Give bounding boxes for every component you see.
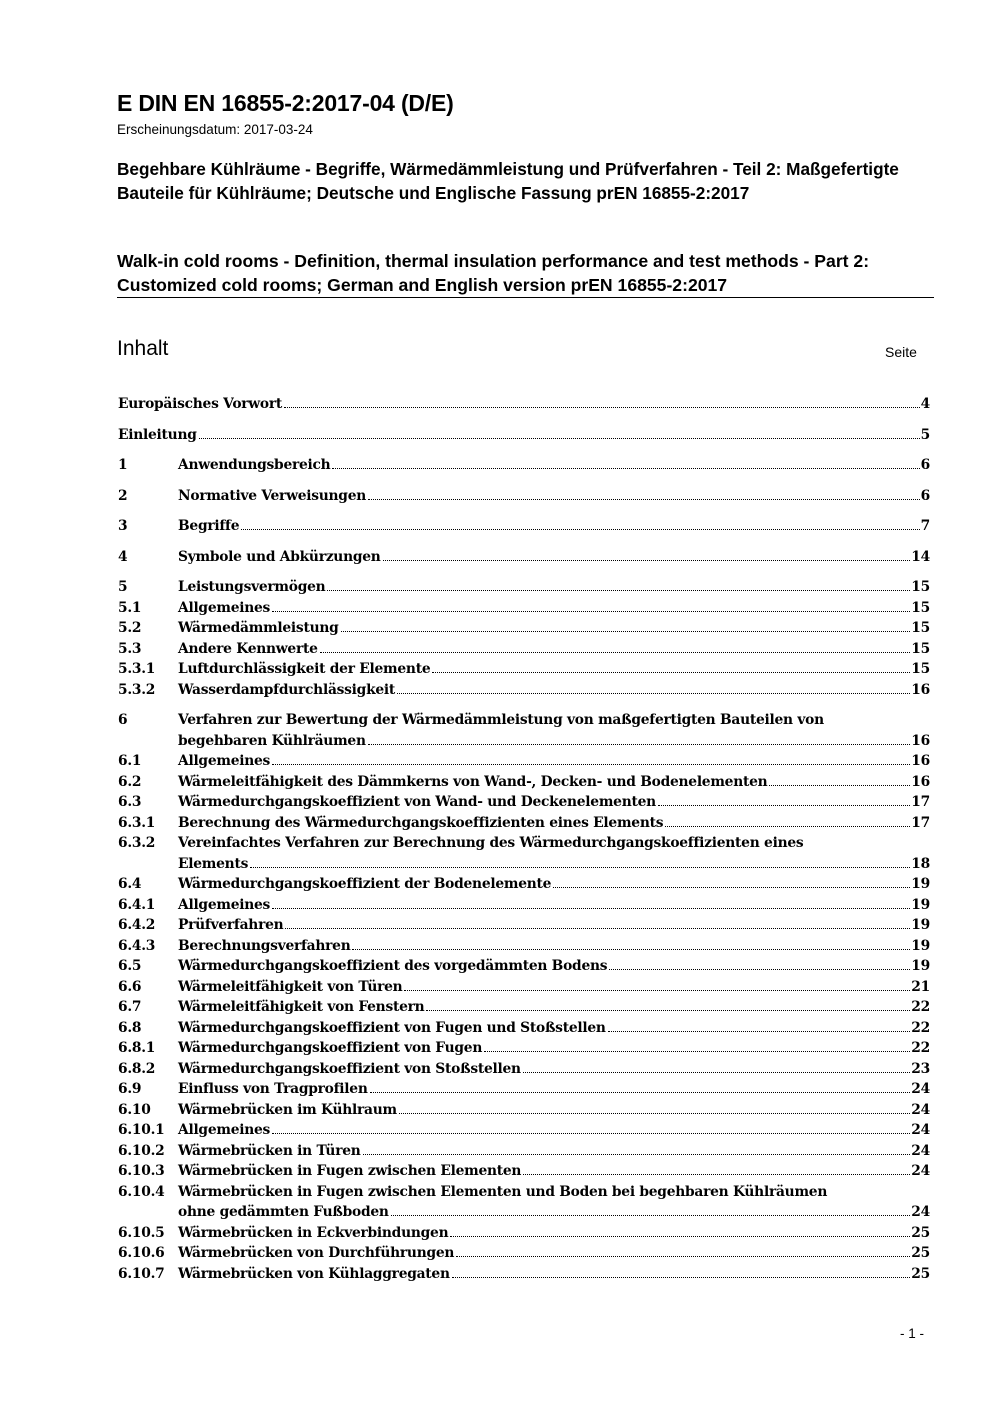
toc-entry-page: 18 — [911, 855, 930, 872]
toc-heading: Inhalt — [117, 337, 169, 360]
toc-dot-leader — [769, 785, 910, 786]
toc-entry[interactable] — [118, 772, 930, 793]
toc-entry[interactable] — [118, 680, 930, 701]
toc-dot-leader — [272, 764, 910, 765]
toc-entry-number: 6.10.3 — [118, 1163, 165, 1179]
toc-entry-number: 6.5 — [118, 958, 142, 974]
toc-entry-title-line: Vereinfachtes Verfahren zur Berechnung des Wärmedurchgangskoeffizienten eines — [178, 835, 804, 851]
toc-dot-leader — [523, 1072, 911, 1073]
table-of-contents — [118, 394, 930, 1284]
toc-entry-number: 5.1 — [118, 599, 142, 616]
toc-entry-title: Andere Kennwerte — [178, 640, 318, 657]
toc-entry-number: 6.10.7 — [118, 1265, 165, 1282]
toc-entry-number: 6.4 — [118, 876, 142, 892]
toc-entry-page: 5 — [920, 426, 930, 443]
toc-entry-number: 6.4.1 — [118, 896, 156, 913]
toc-entry[interactable] — [118, 1182, 930, 1223]
toc-entry-number: 6 — [118, 712, 128, 728]
toc-entry[interactable] — [118, 1120, 930, 1141]
toc-entry-title: Wärmedurchgangskoeffizient von Fugen — [178, 1040, 483, 1056]
toc-entry-number: 6.6 — [118, 978, 142, 995]
toc-entry-page: 6 — [920, 487, 930, 504]
toc-entry-page: 21 — [911, 978, 930, 995]
toc-entry[interactable] — [118, 425, 930, 446]
toc-entry-title: Wärmedurchgangskoeffizient von Wand- und Deckenelementen — [178, 794, 656, 810]
toc-entry-page: 16 — [911, 681, 930, 698]
toc-entry-number: 2 — [118, 487, 128, 504]
toc-dot-leader — [553, 887, 910, 888]
toc-dot-leader — [609, 969, 910, 970]
toc-entry-page: 16 — [911, 753, 930, 769]
toc-entry-number: 5.3.1 — [118, 661, 156, 677]
toc-entry-title: Wärmedurchgangskoeffizient der Bodenelemente — [178, 876, 552, 892]
toc-entry[interactable] — [118, 977, 930, 998]
toc-entry-page: 7 — [920, 518, 930, 534]
toc-entry-title: Allgemeines — [178, 599, 271, 616]
toc-entry-page: 25 — [911, 1245, 930, 1261]
toc-dot-leader — [272, 611, 910, 612]
toc-entry[interactable] — [118, 1018, 930, 1039]
toc-entry-page: 17 — [911, 814, 930, 831]
toc-entry[interactable] — [118, 1243, 930, 1264]
toc-page-column-label: Seite — [885, 344, 917, 360]
toc-dot-leader — [452, 1277, 911, 1278]
toc-entry-title: Einfluss von Tragprofilen — [178, 1081, 368, 1097]
toc-entry-page: 4 — [920, 396, 930, 412]
toc-entry-title: Symbole und Abkürzungen — [178, 548, 381, 565]
toc-entry-page: 19 — [911, 958, 930, 974]
toc-entry[interactable] — [118, 516, 930, 537]
toc-entry[interactable] — [118, 751, 930, 772]
toc-entry-page: 23 — [911, 1060, 930, 1077]
toc-entry-title: Begriffe — [178, 518, 240, 534]
toc-dot-leader — [250, 867, 910, 868]
toc-dot-leader — [370, 1092, 911, 1093]
toc-entry-page: 24 — [911, 1122, 930, 1138]
toc-entry-title: Berechnung des Wärmedurchgangskoeffizienten eines Elements — [178, 814, 664, 831]
toc-entry-number: 5.3 — [118, 640, 142, 657]
toc-entry-number: 6.10.4 — [118, 1183, 165, 1200]
toc-entry-title: begehbaren Kühlräumen — [178, 732, 366, 749]
toc-entry-title: Wärmebrücken im Kühlraum — [178, 1101, 397, 1118]
toc-entry[interactable] — [118, 455, 930, 476]
toc-entry-title: Europäisches Vorwort — [118, 396, 283, 412]
toc-entry-title: Wärmebrücken in Türen — [178, 1142, 361, 1159]
toc-dot-leader — [450, 1236, 910, 1237]
toc-entry-title-line: Verfahren zur Bewertung der Wärmedämmleistung von maßgefertigten Bauteilen von — [178, 712, 824, 728]
toc-entry[interactable] — [118, 1264, 930, 1285]
toc-entry-page: 17 — [911, 794, 930, 810]
toc-entry-page: 25 — [911, 1224, 930, 1241]
toc-entry-title: Wärmebrücken in Fugen zwischen Elementen — [178, 1163, 522, 1179]
toc-entry-title: Wärmeleitfähigkeit von Fenstern — [178, 999, 425, 1015]
toc-entry[interactable] — [118, 639, 930, 660]
toc-entry-number: 6.2 — [118, 773, 142, 790]
toc-dot-leader — [391, 1215, 911, 1216]
toc-entry[interactable] — [118, 1141, 930, 1162]
toc-entry-page: 24 — [911, 1204, 930, 1220]
toc-entry-page: 15 — [911, 620, 930, 636]
toc-entry[interactable] — [118, 956, 930, 977]
toc-entry[interactable] — [118, 813, 930, 834]
toc-entry-number: 6.10.6 — [118, 1245, 165, 1261]
toc-entry[interactable] — [118, 394, 930, 415]
toc-entry-number: 6.8.2 — [118, 1060, 156, 1077]
toc-dot-leader — [404, 990, 910, 991]
toc-entry-page: 15 — [911, 640, 930, 657]
toc-entry-title: Wärmebrücken in Eckverbindungen — [178, 1224, 449, 1241]
toc-entry-title: Wärmeleitfähigkeit des Dämmkerns von Wand-, Decken- und Bodenelementen — [178, 773, 768, 790]
toc-entry-number: 6.7 — [118, 999, 142, 1015]
toc-dot-leader — [383, 560, 911, 561]
toc-entry[interactable] — [118, 577, 930, 598]
toc-entry-page: 22 — [911, 1019, 930, 1036]
toc-dot-leader — [608, 1031, 911, 1032]
toc-entry-page: 24 — [911, 1142, 930, 1159]
toc-entry-title: Allgemeines — [178, 896, 271, 913]
toc-entry-title: Prüfverfahren — [178, 917, 284, 933]
toc-entry-title: Luftdurchlässigkeit der Elemente — [178, 661, 431, 677]
toc-dot-leader — [285, 928, 910, 929]
toc-entry-page: 15 — [911, 661, 930, 677]
toc-entry-title: Wärmeleitfähigkeit von Türen — [178, 978, 403, 995]
toc-entry[interactable] — [118, 486, 930, 507]
toc-entry-number: 6.1 — [118, 753, 142, 769]
toc-entry-number: 6.4.3 — [118, 937, 156, 954]
toc-entry[interactable] — [118, 1100, 930, 1121]
toc-entry-page: 6 — [920, 457, 930, 473]
toc-entry-title: Allgemeines — [178, 753, 271, 769]
toc-entry-title: Leistungsvermögen — [178, 579, 326, 595]
toc-dot-leader — [432, 672, 910, 673]
toc-entry-number: 1 — [118, 457, 128, 473]
toc-dot-leader — [284, 407, 920, 408]
toc-entry-page: 16 — [911, 773, 930, 790]
toc-entry[interactable] — [118, 792, 930, 813]
toc-entry-page: 24 — [911, 1081, 930, 1097]
toc-entry-title: Berechnungsverfahren — [178, 937, 351, 954]
toc-dot-leader — [456, 1256, 910, 1257]
page-number: - 1 - — [900, 1326, 925, 1341]
toc-entry[interactable] — [118, 547, 930, 568]
toc-entry-page: 24 — [911, 1101, 930, 1118]
toc-dot-leader — [241, 529, 919, 530]
toc-entry[interactable] — [118, 1223, 930, 1244]
toc-dot-leader — [658, 805, 910, 806]
toc-entry-number: 6.3 — [118, 794, 142, 810]
toc-dot-leader — [399, 1113, 910, 1114]
toc-entry-page: 14 — [911, 548, 930, 565]
toc-entry-title: Wärmedurchgangskoeffizient von Stoßstellen — [178, 1060, 521, 1077]
toc-entry[interactable] — [118, 1038, 930, 1059]
toc-entry-page: 15 — [911, 579, 930, 595]
toc-entry-number: 6.10.1 — [118, 1122, 165, 1138]
toc-entry-title: Anwendungsbereich — [178, 457, 331, 473]
toc-entry[interactable] — [118, 895, 930, 916]
toc-entry-number: 5.2 — [118, 620, 142, 636]
toc-dot-leader — [327, 590, 910, 591]
toc-entry-title: Elements — [178, 855, 249, 872]
toc-entry-number: 5.3.2 — [118, 681, 156, 698]
toc-dot-leader — [320, 652, 911, 653]
toc-entry[interactable] — [118, 1161, 930, 1182]
toc-entry-number: 6.8 — [118, 1019, 142, 1036]
toc-dot-leader — [352, 949, 910, 950]
toc-entry-number: 6.10 — [118, 1101, 151, 1118]
toc-entry[interactable] — [118, 936, 930, 957]
toc-entry-number: 6.8.1 — [118, 1040, 156, 1056]
publication-date: Erscheinungsdatum: 2017-03-24 — [117, 122, 313, 137]
toc-entry[interactable] — [118, 598, 930, 619]
german-title: Begehbare Kühlräume - Begriffe, Wärmedämmleistung und Prüfverfahren - Teil 2: Maßgefertigte Bauteile für Kühlräume; Deutsche und Englische Fassung prEN 16855-2:2017 — [117, 159, 899, 203]
toc-dot-leader — [272, 1133, 910, 1134]
toc-entry[interactable] — [118, 659, 930, 680]
toc-entry-page: 24 — [911, 1163, 930, 1179]
toc-entry-title: Wasserdampfdurchlässigkeit — [178, 681, 396, 698]
toc-entry-number: 6.10.2 — [118, 1142, 165, 1159]
toc-entry-page: 19 — [911, 896, 930, 913]
toc-dot-leader — [484, 1051, 910, 1052]
toc-entry-number: 6.3.1 — [118, 814, 156, 831]
toc-dot-leader — [397, 693, 910, 694]
toc-entry-page: 22 — [911, 999, 930, 1015]
toc-entry[interactable] — [118, 1059, 930, 1080]
toc-entry-page: 15 — [911, 599, 930, 616]
toc-entry-number: 6.3.2 — [118, 835, 156, 851]
toc-entry-page: 19 — [911, 937, 930, 954]
toc-entry[interactable] — [118, 1079, 930, 1100]
toc-dot-leader — [368, 499, 920, 500]
toc-dot-leader — [363, 1154, 911, 1155]
toc-entry-title: Wärmebrücken von Durchführungen — [178, 1245, 455, 1261]
toc-entry[interactable] — [118, 833, 930, 874]
toc-dot-leader — [426, 1010, 910, 1011]
toc-dot-leader — [199, 438, 920, 439]
title-divider — [117, 297, 934, 298]
toc-entry[interactable] — [118, 618, 930, 639]
toc-dot-leader — [665, 826, 910, 827]
toc-entry[interactable] — [118, 874, 930, 895]
toc-entry-title: Wärmebrücken von Kühlaggregaten — [178, 1265, 450, 1282]
toc-dot-leader — [332, 468, 919, 469]
toc-dot-leader — [368, 744, 911, 745]
toc-entry-number: 3 — [118, 518, 128, 534]
toc-dot-leader — [272, 908, 910, 909]
toc-entry[interactable] — [118, 997, 930, 1018]
toc-entry-title: Normative Verweisungen — [178, 487, 366, 504]
toc-entry-page: 19 — [911, 917, 930, 933]
toc-entry[interactable] — [118, 710, 930, 751]
toc-entry-title: Allgemeines — [178, 1122, 271, 1138]
toc-entry-number: 6.10.5 — [118, 1224, 165, 1241]
toc-entry-page: 22 — [911, 1040, 930, 1056]
toc-entry-title-line: Wärmebrücken in Fugen zwischen Elementen und Boden bei begehbaren Kühlräumen — [178, 1183, 828, 1200]
toc-entry-title: Wärmedurchgangskoeffizient von Fugen und Stoßstellen — [178, 1019, 606, 1036]
toc-entry-number: 6.4.2 — [118, 917, 156, 933]
toc-entry-title: Einleitung — [118, 426, 197, 443]
toc-dot-leader — [341, 631, 911, 632]
toc-entry-page: 19 — [911, 876, 930, 892]
toc-entry-number: 5 — [118, 579, 128, 595]
toc-entry-number: 6.9 — [118, 1081, 142, 1097]
document-title: E DIN EN 16855-2:2017-04 (D/E) — [117, 90, 454, 116]
toc-entry-page: 25 — [911, 1265, 930, 1282]
toc-entry-title: Wärmedurchgangskoeffizient des vorgedämmten Bodens — [178, 958, 608, 974]
english-title: Walk-in cold rooms - Definition, thermal insulation performance and test methods - Part 2: Customized cold rooms; German and English version prEN 16855-2:2017 — [117, 251, 870, 295]
toc-entry-title: Wärmedämmleistung — [178, 620, 339, 636]
toc-entry-page: 16 — [911, 732, 930, 749]
toc-dot-leader — [523, 1174, 910, 1175]
toc-entry[interactable] — [118, 915, 930, 936]
toc-entry-number: 4 — [118, 548, 128, 565]
toc-entry-title: ohne gedämmten Fußboden — [178, 1204, 389, 1220]
